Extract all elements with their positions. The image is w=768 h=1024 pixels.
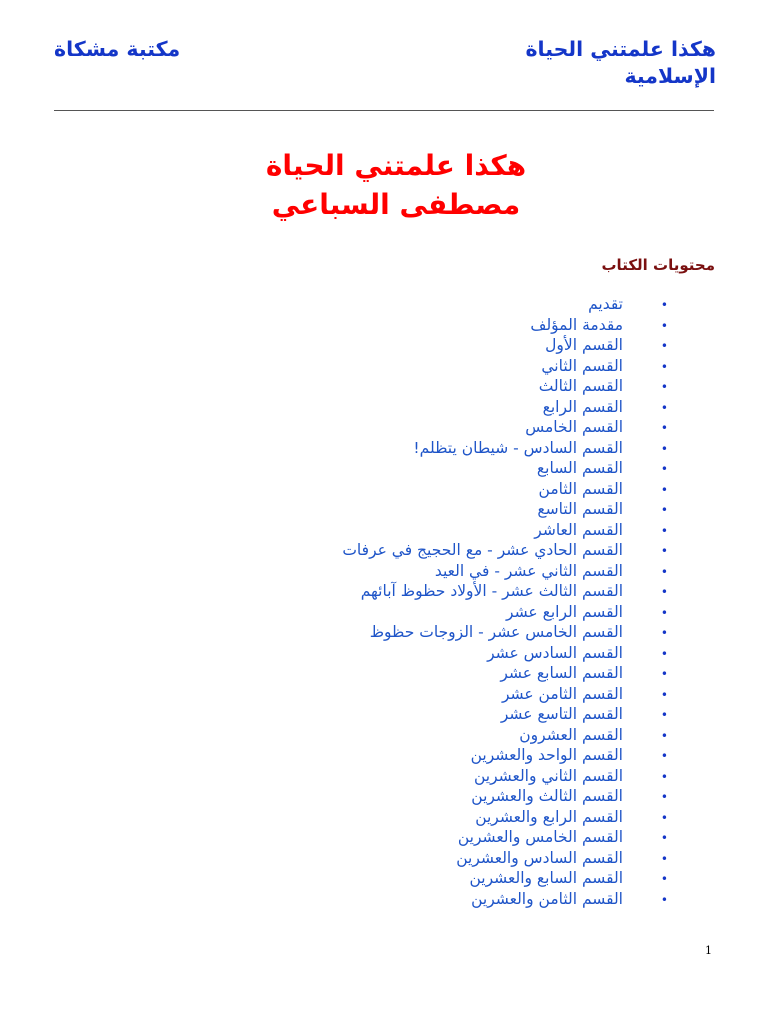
header-book-title-line1: هكذا علمتني الحياة [525,37,716,61]
bullet-icon: • [660,831,668,845]
toc-item [0,766,768,787]
bullet-icon: • [660,339,668,353]
toc-item [0,745,768,766]
toc-item [0,581,768,602]
toc-link[interactable]: القسم الرابع [542,397,623,416]
toc-link[interactable]: القسم السابع [536,459,623,477]
bullet-icon: • [660,585,668,599]
toc-link[interactable]: القسم الخامس والعشرين [457,828,623,846]
toc-item [0,622,768,643]
bullet-icon: • [660,421,668,435]
bullet-icon: • [660,708,668,722]
toc-item [0,786,768,807]
toc-item [0,417,768,438]
toc-link[interactable]: القسم الثاني عشر - في العيد [434,561,623,580]
contents-heading: محتويات الكتاب [601,256,715,274]
toc-link[interactable]: القسم الخامس عشر - الزوجات حظوظ [369,623,623,641]
bullet-icon: • [660,872,668,886]
bullet-icon: • [660,769,668,784]
toc-link[interactable]: القسم الثاني [541,356,623,375]
toc-link[interactable]: القسم السادس والعشرين [456,848,623,867]
bullet-icon: • [660,728,668,743]
bullet-icon: • [660,359,668,374]
toc-item [0,376,768,397]
bullet-icon: • [660,298,668,312]
toc-item [0,458,768,479]
bullet-icon: • [660,749,668,763]
toc-link[interactable]: القسم التاسع عشر [500,705,623,723]
bullet-icon: • [660,564,668,579]
toc-item [0,315,768,336]
bullet-icon: • [660,851,668,866]
toc-link[interactable]: القسم الثامن [538,479,623,498]
toc-link[interactable]: القسم الثالث [538,377,623,395]
toc-item [0,499,768,520]
bullet-icon: • [660,482,668,497]
author-name: مصطفى السباعي [271,188,521,221]
toc-item [0,889,768,910]
toc-item [0,438,768,459]
header-divider [54,110,714,111]
toc-link[interactable]: القسم السادس - شيطان يتظلم! [413,438,623,457]
bullet-icon: • [660,646,668,661]
toc-link[interactable]: القسم الرابع والعشرين [475,807,623,826]
toc-item [0,827,768,848]
bullet-icon: • [660,318,668,333]
bullet-icon: • [660,544,668,558]
toc-item [0,540,768,561]
header-book-title [456,36,716,90]
bullet-icon: • [660,523,668,538]
toc-item [0,868,768,889]
toc-item [0,663,768,684]
toc-item [0,807,768,828]
toc-item [0,356,768,377]
toc-link[interactable]: القسم السادس عشر [487,643,623,662]
toc-item [0,397,768,418]
page-number: 1 [705,944,712,957]
toc-item [0,561,768,582]
table-of-contents [0,294,768,909]
bullet-icon: • [660,667,668,681]
toc-link[interactable]: مقدمة المؤلف [530,315,623,334]
toc-item [0,520,768,541]
toc-item [0,479,768,500]
bullet-icon: • [660,790,668,804]
toc-link[interactable]: القسم التاسع [537,500,623,518]
toc-link[interactable]: القسم الحادي عشر - مع الحجيج في عرفات [342,541,623,559]
toc-item [0,643,768,664]
bullet-icon: • [660,892,668,907]
bullet-icon: • [660,687,668,702]
toc-link[interactable]: القسم الثالث والعشرين [471,787,623,805]
book-title: هكذا علمتني الحياة [265,149,527,182]
toc-link[interactable]: القسم السابع عشر [500,664,623,682]
bullet-icon: • [660,462,668,476]
bullet-icon: • [660,380,668,394]
toc-link[interactable]: القسم السابع والعشرين [469,869,623,887]
toc-link[interactable]: القسم الرابع عشر [506,602,623,621]
toc-link[interactable]: القسم الثاني والعشرين [473,766,623,785]
toc-item [0,725,768,746]
bullet-icon: • [660,400,668,415]
toc-link[interactable]: القسم العشرون [519,725,623,744]
toc-link[interactable]: تقديم [588,295,623,313]
header-book-title-line2: الإسلامية [624,64,716,88]
toc-item [0,684,768,705]
toc-link[interactable]: القسم العاشر [534,520,623,539]
toc-item [0,848,768,869]
bullet-icon: • [660,605,668,620]
toc-item [0,704,768,725]
toc-item [0,602,768,623]
toc-link[interactable]: القسم الثالث عشر - الأولاد حظوظ آبائهم [360,582,623,600]
bullet-icon: • [660,626,668,640]
toc-item [0,294,768,315]
bullet-icon: • [660,441,668,456]
header-library-name: مكتبة مشكاة [54,37,181,61]
toc-link[interactable]: القسم الخامس [525,418,623,436]
toc-item [0,335,768,356]
bullet-icon: • [660,810,668,825]
document-header [54,36,716,98]
toc-link[interactable]: القسم الأول [545,336,623,354]
toc-link[interactable]: القسم الثامن عشر [501,684,623,703]
bullet-icon: • [660,503,668,517]
toc-link[interactable]: القسم الواحد والعشرين [470,746,623,764]
book-title-block [0,146,768,224]
toc-link[interactable]: القسم الثامن والعشرين [471,889,623,908]
